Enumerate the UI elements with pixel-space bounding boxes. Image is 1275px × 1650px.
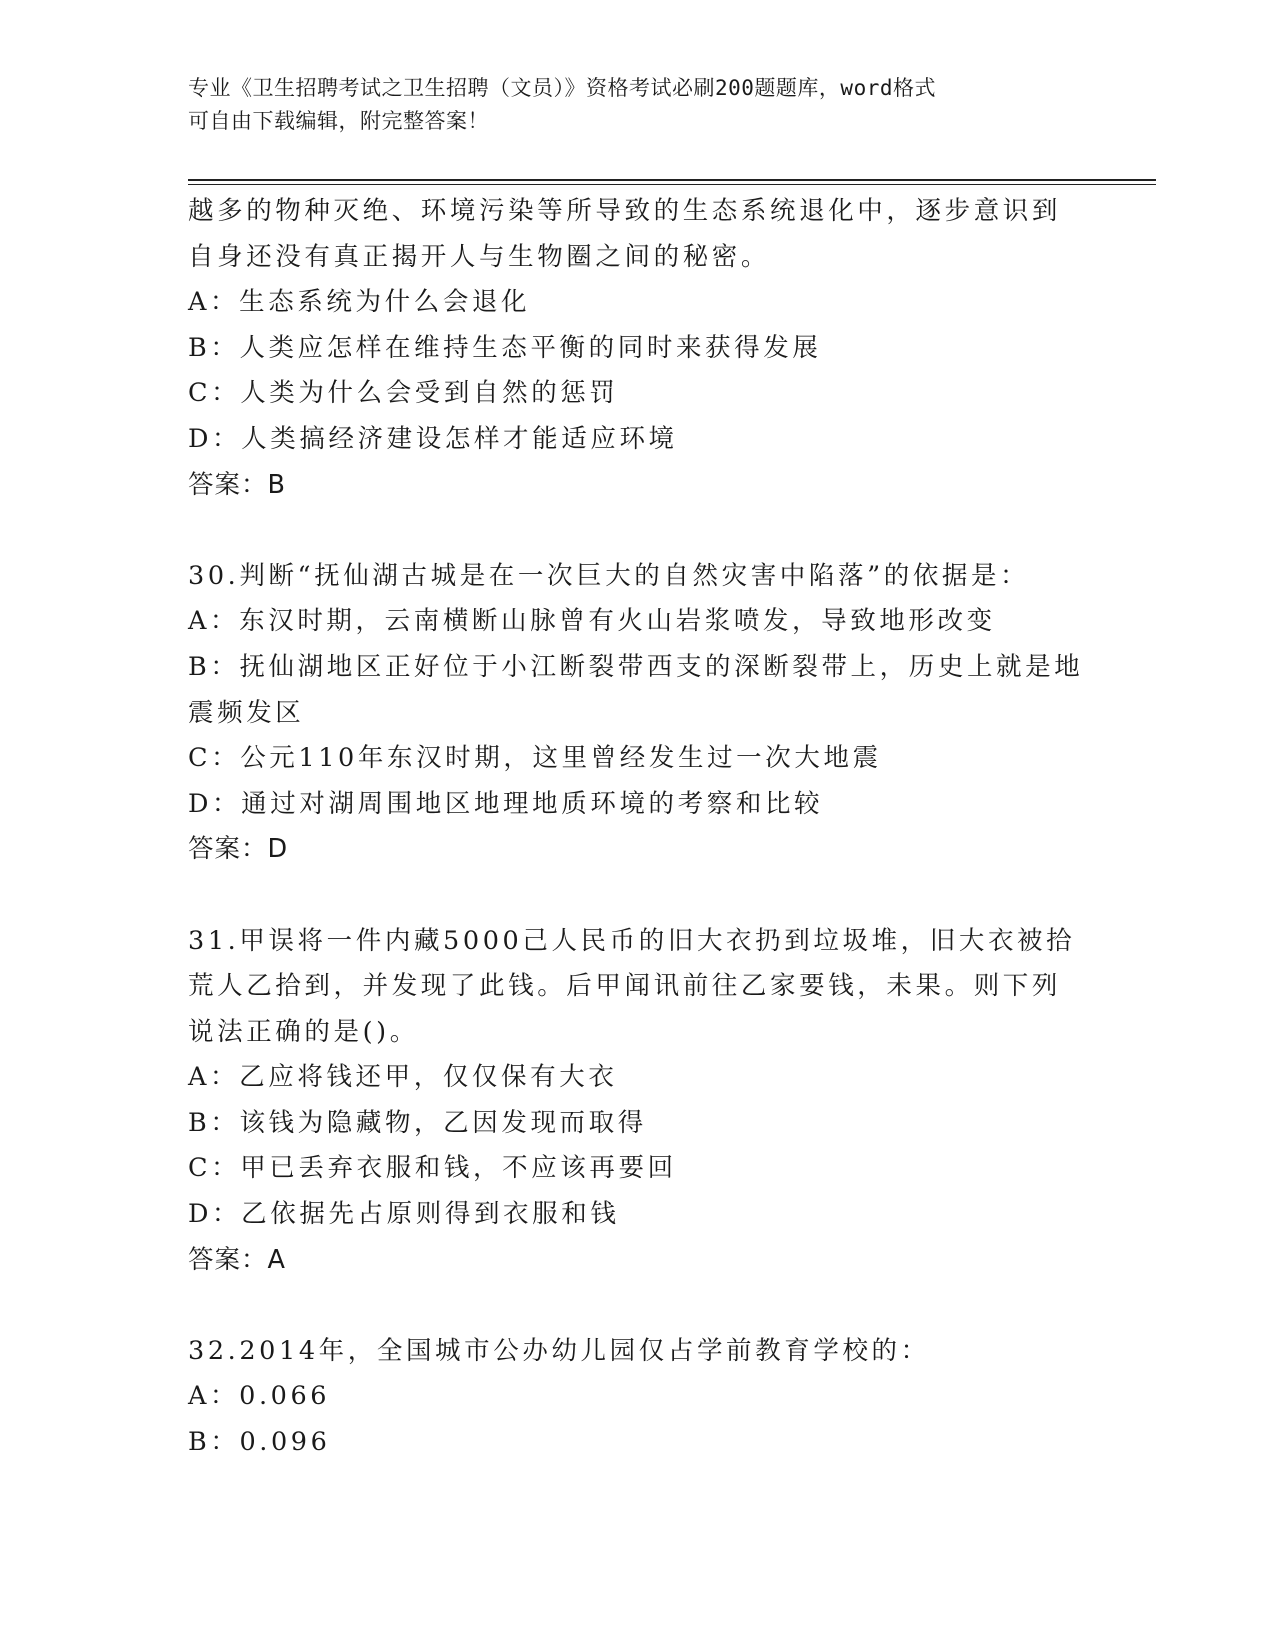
option-b-continued: 震频发区 <box>188 697 305 728</box>
option-c: C：公元110年东汉时期，这里曾经发生过一次大地震 <box>188 743 882 774</box>
option-d: D：通过对湖周围地区地理地质环境的考察和比较 <box>188 788 824 819</box>
spacer <box>188 508 1088 554</box>
option-a: A：生态系统为什么会退化 <box>188 287 531 318</box>
question-text-line: 30.判断“抚仙湖古城是在一次巨大的自然灾害中陷落”的依据是： <box>188 560 1030 591</box>
option-c: C：人类为什么会受到自然的惩罚 <box>188 378 619 409</box>
question-31 <box>188 919 1088 1284</box>
document-header <box>188 72 1088 138</box>
option-a: A：0.066 <box>188 1381 331 1412</box>
answer-line: 答案：D <box>188 834 289 865</box>
option-b: B：人类应怎样在维持生态平衡的同时来获得发展 <box>188 332 822 363</box>
answer-line: 答案：A <box>188 1244 286 1275</box>
question-32 <box>188 1329 1088 1466</box>
question-text-line: 荒人乙拾到，并发现了此钱。后甲闻讯前往乙家要钱，未果。则下列 <box>188 971 1062 1002</box>
header-divider-thin <box>188 184 1156 185</box>
header-line-1: 专业《卫生招聘考试之卫生招聘（文员）》资格考试必刷200题题库，word格式 <box>188 76 936 100</box>
option-d: D：人类搞经济建设怎样才能适应环境 <box>188 423 678 454</box>
question-text-line: 31.甲误将一件内藏5000己人民币的旧大衣扔到垃圾堆，旧大衣被拾 <box>188 925 1076 956</box>
spacer <box>188 873 1088 919</box>
header-line-2: 可自由下载编辑，附完整答案！ <box>188 109 489 133</box>
option-a: A：乙应将钱还甲，仅仅保有大衣 <box>188 1062 618 1093</box>
option-b: B：抚仙湖地区正好位于小江断裂带西支的深断裂带上，历史上就是地 <box>188 651 1084 682</box>
spacer <box>188 1283 1088 1329</box>
question-continuation <box>188 189 1088 508</box>
question-30 <box>188 554 1088 873</box>
question-content <box>188 189 1088 1466</box>
option-d: D：乙依据先占原则得到衣服和钱 <box>188 1199 620 1230</box>
option-a: A：东汉时期，云南横断山脉曾有火山岩浆喷发，导致地形改变 <box>188 606 996 637</box>
option-b: B：该钱为隐藏物，乙因发现而取得 <box>188 1107 647 1138</box>
question-text-line: 越多的物种灭绝、环境污染等所导致的生态系统退化中，逐步意识到 <box>188 196 1062 226</box>
question-text-line: 32.2014年，全国城市公办幼儿园仅占学前教育学校的： <box>188 1335 930 1366</box>
header-divider-thick <box>188 179 1156 181</box>
question-text-line: 说法正确的是()。 <box>188 1016 419 1047</box>
option-c: C：甲已丢弃衣服和钱，不应该再要回 <box>188 1153 677 1184</box>
option-b: B：0.096 <box>188 1427 331 1458</box>
question-text-line: 自身还没有真正揭开人与生物圈之间的秘密。 <box>188 241 771 272</box>
answer-line: 答案：B <box>188 469 286 500</box>
